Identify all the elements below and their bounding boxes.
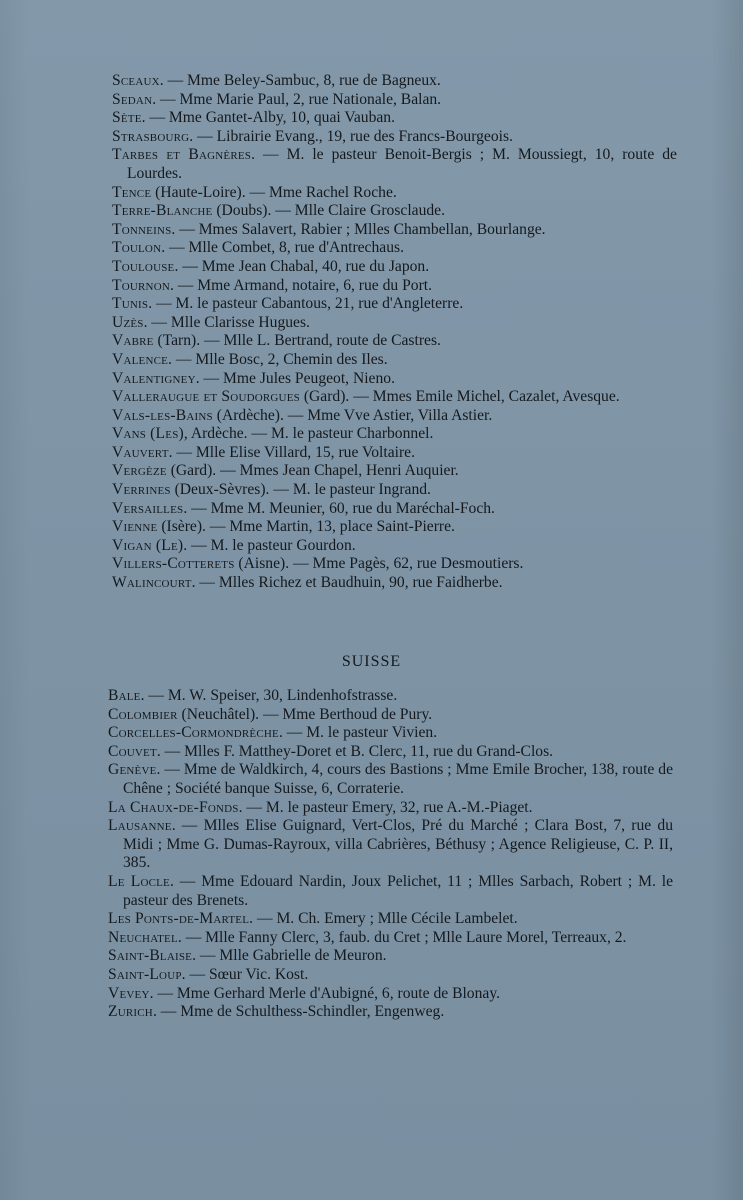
- list-item: [108, 873, 673, 910]
- list-item: [112, 221, 677, 240]
- list-item: [112, 128, 677, 147]
- entry-text: (Aisne). — Mme Pagès, 62, rue Desmoutiers.: [234, 555, 524, 573]
- place-name: Couvet: [108, 742, 157, 760]
- place-name: Vigan (Le): [112, 536, 184, 554]
- list-item: [112, 146, 677, 183]
- list-item: [112, 295, 677, 314]
- list-item: [112, 351, 677, 370]
- entry-text: . — M. le pasteur Benoit-Bergis ; M. Moussiegt, 10, route de Lourdes.: [127, 146, 677, 182]
- entry-text: . — Mlle Fanny Clerc, 3, faub. du Cret ; Mlle Laure Morel, Terreaux, 2.: [177, 928, 627, 946]
- list-item: [108, 817, 673, 873]
- list-item: [112, 444, 677, 463]
- entry-text: (Isère). — Mme Martin, 13, place Saint-Pierre.: [157, 518, 455, 536]
- list-item: [112, 537, 677, 556]
- place-name: Sedan: [112, 90, 153, 108]
- place-name: Vauvert: [112, 443, 169, 461]
- entry-text: (Deux-Sèvres). — M. le pasteur Ingrand.: [170, 481, 431, 499]
- entry-text: . — Mlle Gabrielle de Meuron.: [192, 947, 387, 965]
- france-depot-list: [112, 72, 677, 593]
- entry-text: . — Librairie Evang., 19, rue des Francs-Bourgeois.: [189, 127, 513, 145]
- list-item: [112, 481, 677, 500]
- place-name: Vans (Les): [112, 425, 184, 443]
- place-name: Vienne: [112, 518, 158, 536]
- list-item: [112, 518, 677, 537]
- place-name: Tonneins: [112, 220, 172, 238]
- list-item: [108, 743, 673, 762]
- entry-text: . — Mlle Clarisse Hugues.: [143, 313, 310, 331]
- list-item: [112, 202, 677, 221]
- entry-text: . — Mme Beley-Sambuc, 8, rue de Bagneux.: [159, 72, 441, 89]
- place-name: Les Ponts-de-Martel: [108, 910, 250, 928]
- entry-text: . — Mme M. Meunier, 60, rue du Maréchal-Foch.: [183, 499, 495, 517]
- place-name: Villers-Cotterets: [112, 555, 235, 573]
- entry-text: (Ardèche). — Mme Vve Astier, Villa Astier.: [212, 406, 493, 424]
- place-name: Toulouse: [112, 257, 175, 275]
- entry-text: . — M. le pasteur Emery, 32, rue A.-M.-Piaget.: [238, 798, 533, 816]
- section-title-suisse: SUISSE: [341, 653, 402, 670]
- entry-text: . — Mlle Bosc, 2, Chemin des Iles.: [168, 350, 388, 368]
- list-item: [108, 966, 673, 985]
- list-item: [108, 799, 673, 818]
- list-item: [112, 277, 677, 296]
- place-name: Colombier: [108, 705, 178, 723]
- place-name: Versailles: [112, 499, 184, 517]
- list-item: [112, 574, 677, 593]
- place-name: Lausanne: [108, 817, 172, 835]
- list-item: [112, 425, 677, 444]
- entry-text: . — Mme Gantet-Alby, 10, quai Vauban.: [141, 109, 395, 127]
- place-name: Bale: [108, 687, 141, 704]
- place-name: Tence: [112, 183, 152, 201]
- entry-text: . — Mmes Salavert, Rabier ; Mlles Chambellan, Bourlange.: [171, 220, 546, 238]
- list-item: [108, 985, 673, 1004]
- entry-text: . — M. le pasteur Gourdon.: [183, 536, 356, 554]
- entry-text: . — Mlles Elise Guignard, Vert-Clos, Pré du Marché ; Clara Bost, 7, rue du Midi ; Mme G. Dumas-Rayroux, villa Cabrières, Béthusy ; Agence Religieuse, C. P. II, 385.: [123, 817, 673, 872]
- entry-text: . — Mme Gerhard Merle d'Aubigné, 6, route de Blonay.: [149, 984, 500, 1002]
- entry-text: (Tarn). — Mlle L. Bertrand, route de Castres.: [153, 332, 441, 350]
- list-item: [112, 184, 677, 203]
- list-item: [112, 370, 677, 389]
- place-name: Vals-les-Bains: [112, 406, 213, 424]
- place-name: Le Locle: [108, 872, 170, 890]
- place-name: Tunis: [112, 295, 149, 313]
- entry-text: . — Mme Jules Peugeot, Nieno.: [195, 369, 395, 387]
- place-name: Tarbes et Bagnères: [112, 146, 252, 164]
- list-item: [108, 706, 673, 725]
- place-name: Uzès: [112, 313, 144, 331]
- place-name: Corcelles-Cormondrèche: [108, 724, 279, 742]
- list-item: [108, 910, 673, 929]
- list-item: [108, 1003, 673, 1022]
- place-name: Walincourt: [112, 574, 192, 592]
- place-name: La Chaux-de-Fonds: [108, 798, 239, 816]
- place-name: Neuchatel: [108, 928, 178, 946]
- list-item: [108, 929, 673, 948]
- place-name: Toulon: [112, 239, 162, 257]
- place-name: Vergèze: [112, 462, 167, 480]
- place-name: Zurich: [108, 1003, 153, 1021]
- list-item: [112, 388, 677, 407]
- list-item: [112, 555, 677, 574]
- list-item: [112, 109, 677, 128]
- entry-text: . — M. le pasteur Cabantous, 21, rue d'Angleterre.: [148, 295, 464, 313]
- entry-text: . — Mme de Waldkirch, 4, cours des Bastions ; Mme Emile Brocher, 138, route de Chêne ; Société banque Suisse, 6, Corraterie.: [123, 761, 673, 797]
- place-name: Sète: [112, 109, 142, 127]
- place-name: Verrines: [112, 481, 171, 499]
- entry-text: . — Sœur Vic. Kost.: [181, 965, 309, 983]
- list-item: [112, 462, 677, 481]
- list-item: [112, 332, 677, 351]
- entry-text: , Ardèche. — M. le pasteur Charbonnel.: [183, 425, 434, 443]
- entry-text: (Haute-Loire). — Mme Rachel Roche.: [151, 183, 397, 201]
- place-name: Genève: [108, 761, 157, 779]
- list-item: [112, 91, 677, 110]
- place-name: Strasbourg: [112, 127, 190, 145]
- place-name: Valleraugue et Soudorgues: [112, 388, 300, 406]
- suisse-depot-list: [108, 687, 673, 1022]
- entry-text: . — Mme Armand, notaire, 6, rue du Port.: [169, 276, 433, 294]
- list-item: [112, 258, 677, 277]
- list-item: [108, 724, 673, 743]
- list-item: [112, 72, 677, 91]
- list-item: [112, 500, 677, 519]
- entry-text: . — Mme Marie Paul, 2, rue Nationale, Balan.: [152, 90, 442, 108]
- place-name: Tournon: [112, 276, 170, 294]
- entry-text: . — M. le pasteur Vivien.: [278, 724, 438, 742]
- place-name: Sceaux: [112, 72, 160, 89]
- list-item: [108, 947, 673, 966]
- entry-text: . — Mme Edouard Nardin, Joux Pelichet, 11 ; Mlles Sarbach, Robert ; M. le pasteur des Brenets.: [123, 872, 673, 909]
- entry-text: (Doubs). — Mlle Claire Grosclaude.: [212, 202, 446, 220]
- list-item: [108, 761, 673, 798]
- place-name: Saint-Blaise: [108, 947, 193, 965]
- entry-text: (Gard). — Mmes Jean Chapel, Henri Auquier.: [166, 462, 459, 480]
- entry-text: . — Mlles Richez et Baudhuin, 90, rue Faidherbe.: [191, 574, 503, 592]
- entry-text: . — M. W. Speiser, 30, Lindenhofstrasse.: [140, 687, 398, 704]
- place-name: Valence: [112, 350, 169, 368]
- list-item: [112, 239, 677, 258]
- list-item: [112, 407, 677, 426]
- entry-text: . — Mme Jean Chabal, 40, rue du Japon.: [174, 257, 430, 275]
- entry-text: . — Mlle Elise Villard, 15, rue Voltaire.: [168, 443, 415, 461]
- entry-text: (Neuchâtel). — Mme Berthoud de Pury.: [177, 705, 433, 723]
- entry-text: . — Mme de Schulthess-Schindler, Engenweg.: [152, 1003, 445, 1021]
- entry-text: . — Mlle Combet, 8, rue d'Antrechaus.: [161, 239, 404, 257]
- place-name: Valentigney: [112, 369, 196, 387]
- place-name: Vabre: [112, 332, 154, 350]
- place-name: Vevey: [108, 984, 150, 1002]
- entry-text: (Gard). — Mmes Emile Michel, Cazalet, Avesque.: [299, 388, 620, 406]
- entry-text: . — M. Ch. Emery ; Mlle Cécile Lambelet.: [249, 910, 518, 928]
- entry-text: . — Mlles F. Matthey-Doret et B. Clerc, 11, rue du Grand-Clos.: [156, 742, 554, 760]
- list-item: [112, 314, 677, 333]
- place-name: Terre-Blanche: [112, 202, 213, 220]
- list-item: [108, 687, 673, 706]
- place-name: Saint-Loup: [108, 965, 182, 983]
